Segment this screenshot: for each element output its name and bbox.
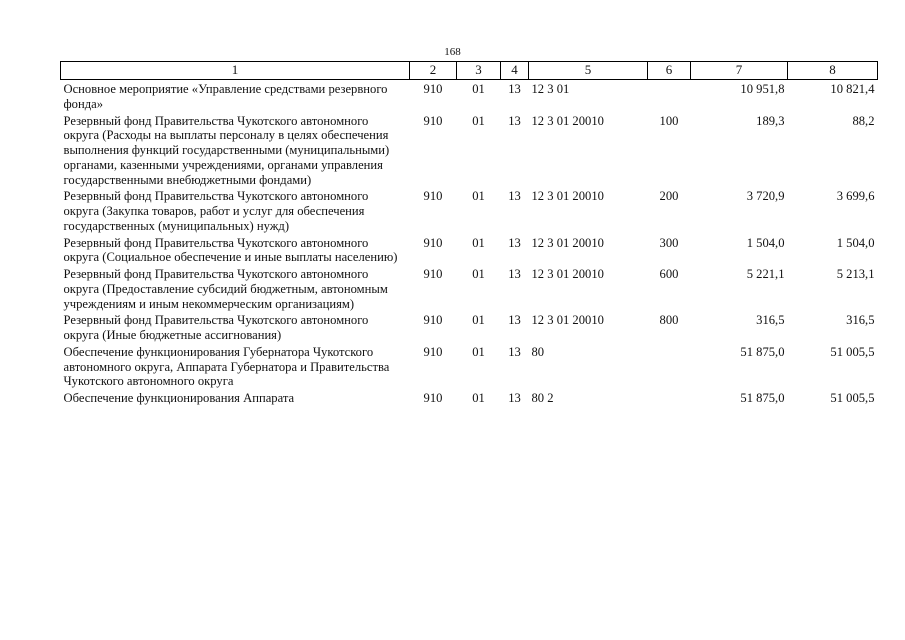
table-row [61, 112, 878, 188]
budget-table [60, 61, 878, 406]
row-target-code: 12 3 01 20010 [531, 189, 604, 204]
row-expense-type: 200 [659, 189, 679, 204]
row-amount-8: 316,5 [846, 313, 875, 328]
column-header-6: 6 [648, 62, 691, 80]
row-amount-8: 88,2 [852, 113, 875, 128]
row-amount-7: 316,5 [756, 313, 785, 328]
row-subsection-code: 13 [508, 313, 521, 328]
row-expense-type: 800 [659, 313, 679, 328]
row-amount-7: 10 951,8 [740, 82, 785, 96]
row-name: Резервный фонд Правительства Чукотского автономного округа (Закупка товаров, работ и услуг для обеспечения государственных (муниципальных) нужд) [63, 189, 369, 233]
row-target-code: 12 3 01 20010 [531, 267, 604, 281]
row-amount-7: 189,3 [756, 113, 785, 128]
row-target-code: 12 3 01 [531, 82, 570, 96]
row-amount-8: 3 699,6 [836, 189, 875, 204]
row-ministry-code: 910 [423, 344, 443, 359]
row-amount-8: 51 005,5 [830, 391, 875, 405]
row-expense-type: 100 [659, 113, 679, 128]
row-target-code: 12 3 01 20010 [531, 113, 604, 128]
row-name: Резервный фонд Правительства Чукотского автономного округа (Расходы на выплаты персоналу в целях обеспечения выполнения функций государственными (муниципальными) органами, казенными учреждениями, органами управления государственными внебюджетными фондами) [63, 113, 390, 187]
row-expense-type: 600 [659, 267, 679, 281]
row-subsection-code: 13 [508, 189, 521, 204]
row-expense-type [648, 343, 691, 389]
row-amount-8: 5 213,1 [836, 267, 875, 281]
table-row [61, 187, 878, 233]
row-subsection-code: 13 [508, 235, 521, 250]
row-ministry-code: 910 [423, 267, 443, 281]
row-amount-8: 51 005,5 [830, 344, 875, 359]
column-header-7: 7 [691, 62, 788, 80]
row-section-code: 01 [472, 113, 485, 128]
column-header-4: 4 [501, 62, 529, 80]
row-expense-type: 300 [659, 235, 679, 250]
column-header-1: 1 [61, 62, 410, 80]
row-amount-7: 51 875,0 [740, 344, 785, 359]
row-section-code: 01 [472, 235, 485, 250]
row-section-code: 01 [472, 189, 485, 204]
table-row [61, 80, 878, 112]
row-subsection-code: 13 [508, 113, 521, 128]
row-subsection-code: 13 [508, 267, 521, 281]
row-section-code: 01 [472, 391, 485, 405]
header-row [61, 62, 878, 80]
row-target-code: 80 [531, 344, 545, 359]
row-subsection-code: 13 [508, 82, 521, 96]
row-amount-7: 5 221,1 [746, 267, 785, 281]
table-row [61, 234, 878, 266]
row-ministry-code: 910 [423, 235, 443, 250]
row-name: Обеспечение функционирования Губернатора Чукотского автономного округа, Аппарата Губернатора и Правительства Чукотского автономного округа [63, 344, 390, 389]
row-amount-7: 51 875,0 [740, 391, 785, 405]
row-name: Резервный фонд Правительства Чукотского автономного округа (Иные бюджетные ассигнования) [63, 313, 369, 342]
row-section-code: 01 [472, 267, 485, 281]
table-row [61, 343, 878, 389]
table-row [61, 389, 878, 406]
row-amount-8: 10 821,4 [830, 82, 875, 96]
table-row [61, 265, 878, 311]
row-ministry-code: 910 [423, 313, 443, 328]
row-target-code: 80 2 [531, 391, 554, 405]
row-amount-7: 3 720,9 [746, 189, 785, 204]
column-header-5: 5 [529, 62, 648, 80]
column-header-2: 2 [410, 62, 457, 80]
row-subsection-code: 13 [508, 391, 521, 405]
row-target-code: 12 3 01 20010 [531, 235, 604, 250]
row-ministry-code: 910 [423, 391, 443, 405]
row-ministry-code: 910 [423, 82, 443, 96]
page-number: 168 [444, 46, 461, 58]
row-amount-8: 1 504,0 [836, 235, 875, 250]
column-header-8: 8 [788, 62, 878, 80]
row-ministry-code: 910 [423, 113, 443, 128]
row-expense-type [648, 389, 691, 406]
column-header-3: 3 [457, 62, 501, 80]
row-target-code: 12 3 01 20010 [531, 313, 604, 328]
row-amount-7: 1 504,0 [746, 235, 785, 250]
row-ministry-code: 910 [423, 189, 443, 204]
row-name: Основное мероприятие «Управление средствами резервного фонда» [63, 82, 388, 111]
row-section-code: 01 [472, 313, 485, 328]
table-row [61, 311, 878, 343]
row-name: Резервный фонд Правительства Чукотского автономного округа (Социальное обеспечение и иные выплаты населению) [63, 235, 398, 265]
row-expense-type [648, 80, 691, 112]
row-name: Резервный фонд Правительства Чукотского автономного округа (Предоставление субсидий бюджетным, автономным учреждениям и иным некоммерческим организациям) [63, 267, 388, 311]
row-section-code: 01 [472, 82, 485, 96]
row-section-code: 01 [472, 344, 485, 359]
row-name: Обеспечение функционирования Аппарата [63, 391, 295, 405]
row-subsection-code: 13 [508, 344, 521, 359]
